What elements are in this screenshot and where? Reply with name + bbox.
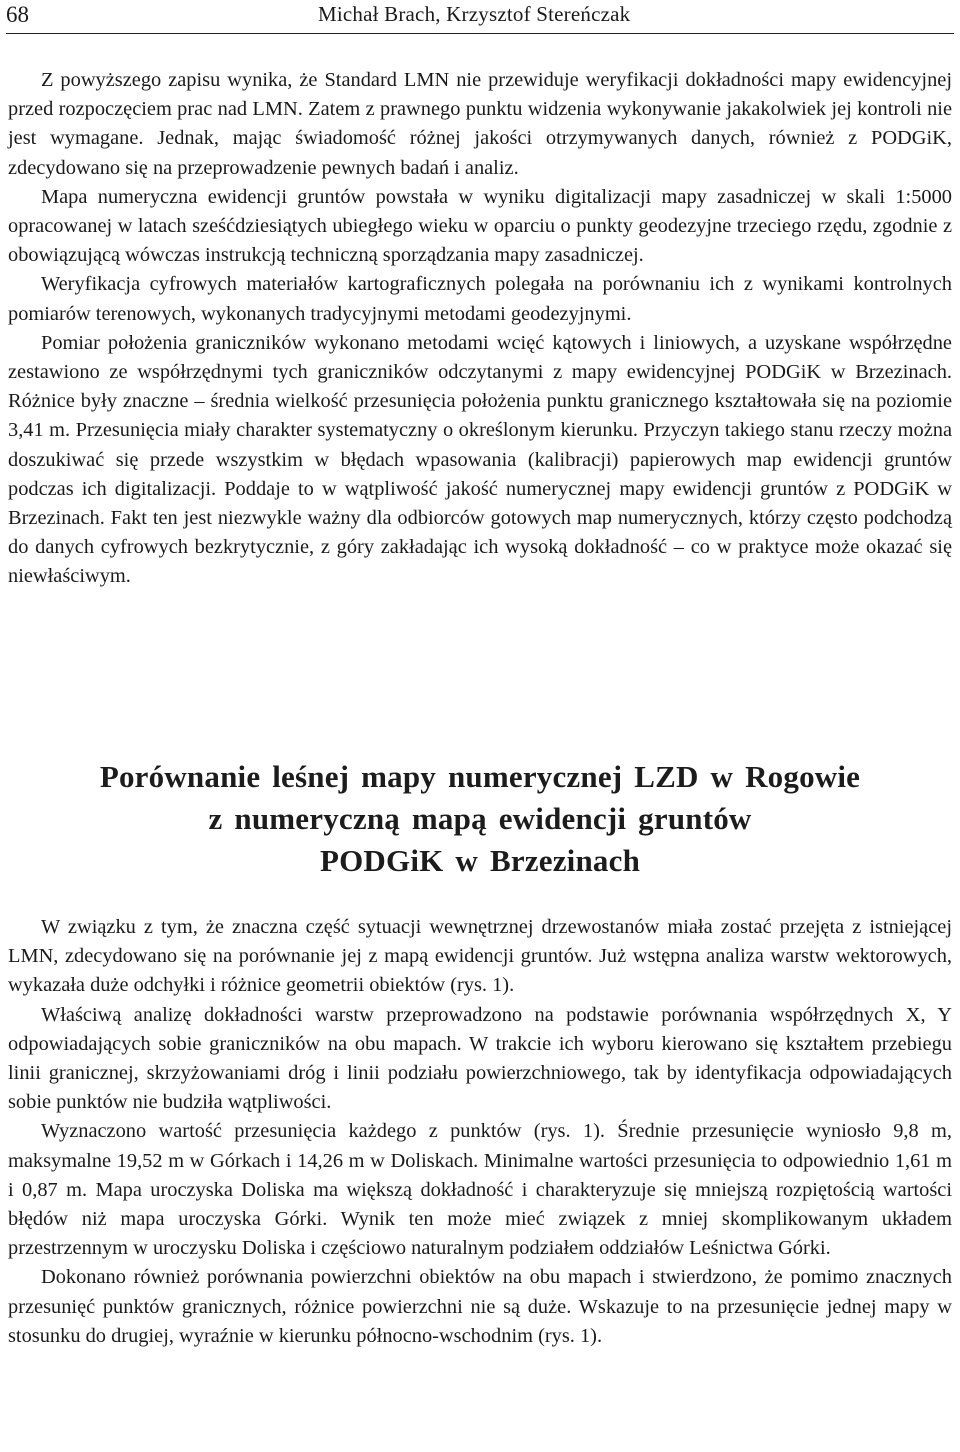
paragraph: Z powyższego zapisu wynika, że Standard LMN nie przewiduje weryfikacji dokładności mapy ewidencyjnej przed rozpoczęciem prac nad LMN. Zatem z prawnego punktu widzenia wykonywanie jakakolwiek jej kontroli nie jest wymagane. Jednak, mając świadomość różnej jakości otrzymywanych danych, również z PODGiK, zdecydowano się na przeprowadzenie pewnych badań i analiz. xyxy=(8,69,952,179)
paragraph: Weryfikacja cyfrowych materiałów kartograficznych polegała na porównaniu ich z wynikami kontrolnych pomiarów terenowych, wykonanych tradycyjnymi metodami geodezyjnymi. xyxy=(8,273,952,325)
paragraph: W związku z tym, że znaczna część sytuacji wewnętrznej drzewostanów miała zostać przejęta z istniejącej LMN, zdecydowano się na porównanie jej z mapą ewidencji gruntów. Już wstępna analiza warstw wektorowych, wykazała duże odchyłki i różnice geometrii obiektów (rys. 1). xyxy=(8,916,952,997)
paragraph: Pomiar położenia graniczników wykonano metodami wcięć kątowych i liniowych, a uzyskane współrzędne zestawiono ze współrzędnymi tych graniczników odczytanymi z mapy ewidencyjnej PODGiK w Brzezinach. Różnice były znaczne – średnia wielkość przesunięcia położenia punktu granicznego kształtowała się na poziomie 3,41 m. Przesunięcia miały charakter systematyczny o określonym kierunku. Przyczyn takiego stanu rzeczy można doszukiwać się przede wszystkim w błędach wpasowania (kalibracji) papierowych map ewidencji gruntów podczas ich digitalizacji. Poddaje to w wątpliwość jakość numerycznej mapy ewidencji gruntów z PODGiK w Brzezinach. Fakt ten jest niezwykle ważny dla odbiorców gotowych map numerycznych, którzy często podchodzą do danych cyfrowych bezkrytycznie, z góry zakładając ich wysoką dokładność – co w praktyce może okazać się niewłaściwym. xyxy=(8,331,952,588)
body-text-bottom xyxy=(8,913,952,1351)
section-heading-line: z numeryczną mapą ewidencji gruntów xyxy=(208,801,752,836)
paragraph: Wyznaczono wartość przesunięcia każdego z punktów (rys. 1). Średnie przesunięcie wyniosło 9,8 m, maksymalne 19,52 m w Górkach i 14,26 m w Doliskach. Minimalne wartości przesunięcia to odpowiednio 1,61 m i 0,87 m. Mapa uroczyska Doliska ma większą dokładność i charakteryzuje się mniejszą rozpiętością wartości błędów niż mapa uroczyska Górki. Wynik ten może mieć związek z mniej skomplikowanym układem przestrzennym w uroczysku Doliska i częściowo naturalnym podziałem oddziałów Leśnictwa Górki. xyxy=(8,1120,952,1260)
paragraph: Dokonano również porównania powierzchni obiektów na obu mapach i stwierdzono, że pomimo znacznych przesunięć punktów granicznych, różnice powierzchni nie są duże. Wskazuje to na przesunięcie jednej mapy w stosunku do drugiej, wyraźnie w kierunku północno-wschodnim (rys. 1). xyxy=(8,1266,952,1347)
page-header xyxy=(6,0,954,34)
running-head-authors: Michał Brach, Krzysztof Stereńczak xyxy=(318,2,631,26)
paragraph: Mapa numeryczna ewidencji gruntów powstała w wyniku digitalizacji mapy zasadniczej w skali 1:5000 opracowanej w latach sześćdziesiątych ubiegłego wieku w oparciu o punkty geodezyjne trzeciego rzędu, zgodnie z obowiązującą wówczas instrukcją techniczną sporządzania mapy zasadniczej. xyxy=(8,185,952,267)
section-heading-line: PODGiK w Brzezinach xyxy=(319,843,641,878)
section-heading-line: Porównanie leśnej mapy numerycznej LZD w Rogowie xyxy=(99,759,861,794)
body-text-top xyxy=(8,66,952,592)
page-number: 68 xyxy=(6,2,29,27)
section-heading xyxy=(0,756,960,882)
paragraph: Właściwą analizę dokładności warstw przeprowadzono na podstawie porównania współrzędnych X, Y odpowiadających sobie graniczników na obu mapach. W trakcie ich wyboru kierowano się kształtem przebiegu linii granicznej, skrzyżowaniami dróg i linii podziału powierzchniowego, tak by identyfikacja odpowiadających sobie punktów nie budziła wątpliwości. xyxy=(8,1003,952,1114)
